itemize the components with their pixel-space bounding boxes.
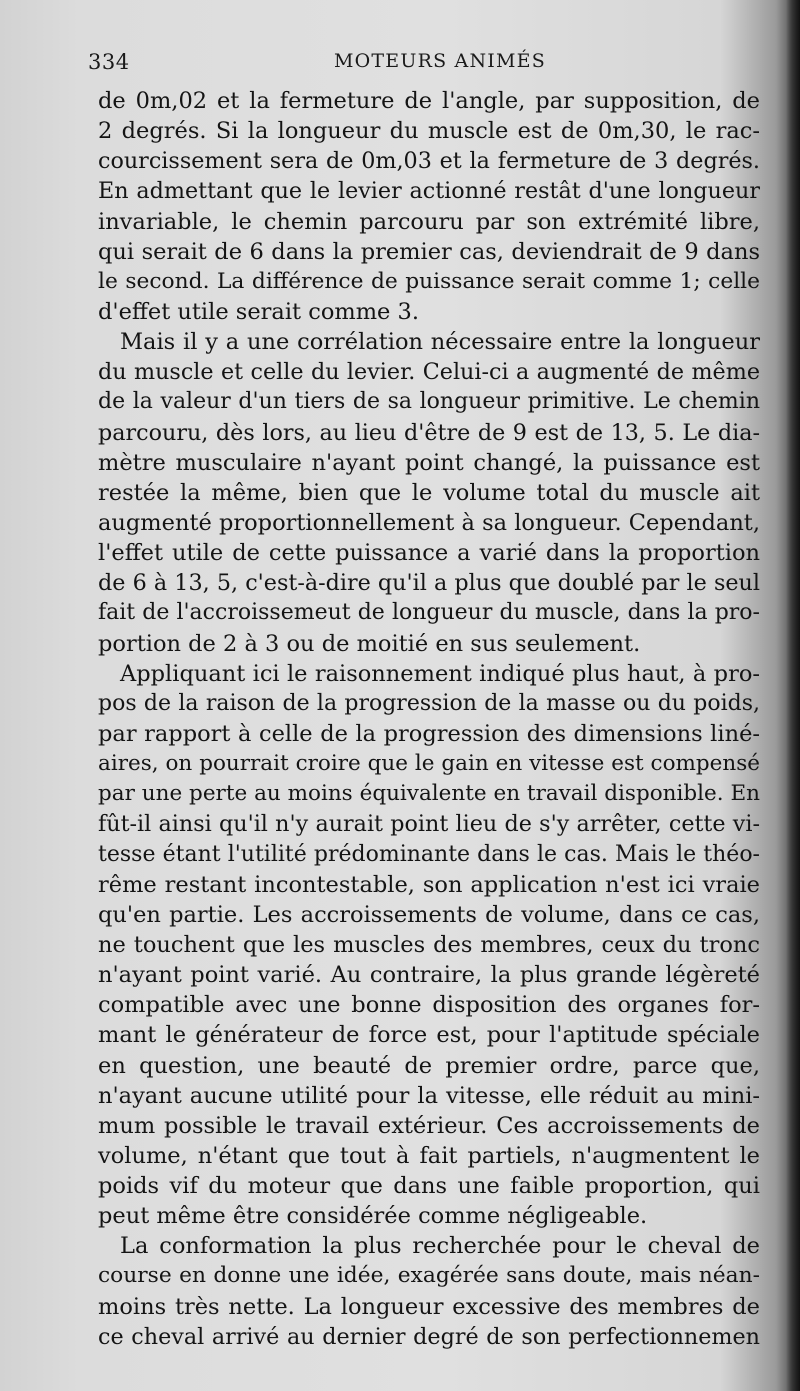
text-line: volume, n'étant que tout à fait partiels, n'augmentent le xyxy=(98,1142,760,1169)
text-line: courcissement sera de 0m,03 et la fermeture de 3 degrés. xyxy=(98,148,760,175)
text-line: qui serait de 6 dans la premier cas, deviendrait de 9 dans xyxy=(98,238,760,265)
text-line: de la valeur d'un tiers de sa longueur primitive. Le chemin xyxy=(98,389,760,415)
running-head: MOTEURS ANIMÉS xyxy=(334,50,546,72)
text-line: ce cheval arrivé au dernier degré de son perfectionnemen xyxy=(98,1323,760,1350)
text-line: En admettant que le levier actionné restât d'une longueur xyxy=(98,178,760,205)
text-line: poids vif du moteur que dans une faible proportion, qui xyxy=(98,1173,760,1200)
text-line: peut même être considérée comme négligeable. xyxy=(98,1203,648,1230)
text-line: aires, on pourrait croire que le gain en vitesse est compensé xyxy=(98,751,760,777)
text-line: invariable, le chemin parcouru par son extrémité libre, xyxy=(98,208,760,235)
text-line: ne touchent que les muscles des membres, ceux du tronc xyxy=(98,931,760,958)
text-line: parcouru, dès lors, au lieu d'être de 9 est de 13, 5. Le dia- xyxy=(98,419,760,446)
text-line: qu'en partie. Les accroissements de volume, dans ce cas, xyxy=(98,901,760,928)
text-line: La conformation la plus recherchée pour le cheval de xyxy=(120,1233,760,1260)
book-spine-shadow xyxy=(786,0,800,1391)
text-line: l'effet utile de cette puissance a varié dans la proportion xyxy=(98,540,760,567)
text-line: par rapport à celle de la progression des dimensions liné- xyxy=(98,720,760,747)
text-line: n'ayant aucune utilité pour la vitesse, elle réduit au mini- xyxy=(98,1082,760,1109)
text-line: moins très nette. La longueur excessive des membres de xyxy=(98,1293,760,1320)
text-line: compatible avec une bonne disposition des organes for- xyxy=(98,992,760,1019)
text-line: d'effet utile serait comme 3. xyxy=(98,298,419,325)
page-header xyxy=(88,46,778,78)
text-line: restée la même, bien que le volume total du muscle ait xyxy=(98,479,760,506)
text-line: en question, une beauté de premier ordre, parce que, xyxy=(98,1052,760,1079)
text-line: le second. La différence de puissance serait comme 1; celle xyxy=(98,268,760,294)
text-line: tesse étant l'utilité prédominante dans le cas. Mais le théo- xyxy=(98,841,760,867)
text-line: fait de l'accroissemeut de longueur du muscle, dans la pro- xyxy=(98,600,760,626)
text-line: n'ayant point varié. Au contraire, la plus grande légèreté xyxy=(98,962,760,989)
text-line: de 0m,02 et la fermeture de l'angle, par supposition, de xyxy=(98,88,760,114)
text-line: pos de la raison de la progression de la masse ou du poids, xyxy=(98,690,760,716)
body-text xyxy=(98,86,760,1352)
text-line: Appliquant ici le raisonnement indiqué plus haut, à pro- xyxy=(120,660,760,687)
text-line: course en donne une idée, exagérée sans doute, mais néan- xyxy=(98,1263,760,1289)
text-line: mètre musculaire n'ayant point changé, la puissance est xyxy=(98,449,760,476)
text-line: mum possible le travail extérieur. Ces accroissements de xyxy=(98,1112,760,1139)
text-line: de 6 à 13, 5, c'est-à-dire qu'il a plus que doublé par le seul xyxy=(98,570,760,597)
text-line: augmenté proportionnellement à sa longueur. Cependant, xyxy=(98,509,760,536)
text-line: du muscle et celle du levier. Celui-ci a augmenté de même xyxy=(98,359,760,386)
text-line: par une perte au moins équivalente en travail disponible. En xyxy=(98,781,760,807)
text-line: 2 degrés. Si la longueur du muscle est de 0m,30, le rac- xyxy=(98,118,760,145)
text-line: rême restant incontestable, son application n'est ici vraie xyxy=(98,871,760,898)
text-line: portion de 2 à 3 ou de moitié en sus seulement. xyxy=(98,630,641,657)
text-line: fût-il ainsi qu'il n'y aurait point lieu de s'y arrêter, cette vi- xyxy=(98,811,760,838)
text-line: Mais il y a une corrélation nécessaire entre la longueur xyxy=(120,329,760,356)
text-line: mant le générateur de force est, pour l'aptitude spéciale xyxy=(98,1022,760,1049)
page-number: 334 xyxy=(88,50,130,74)
